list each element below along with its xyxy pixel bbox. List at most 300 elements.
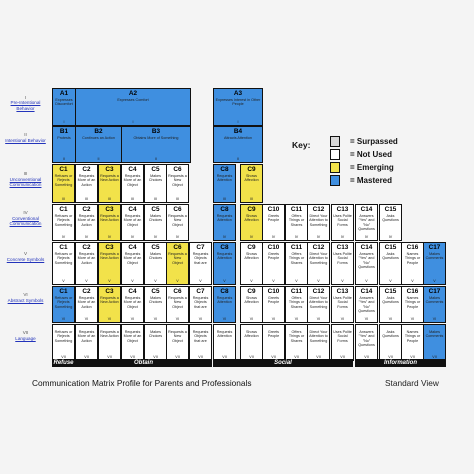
cell-text: Requests More of an Object — [123, 330, 142, 343]
cell-text: Uses Polite Social Forms — [333, 214, 352, 227]
cell-id: C1 — [59, 288, 68, 295]
level-label — [2, 292, 49, 303]
cell-text: Requests More of an Action — [77, 252, 96, 265]
cell-id: C10 — [267, 244, 280, 251]
cell-level: IV — [61, 235, 66, 239]
matrix-cell — [307, 324, 330, 361]
cell-text: Continues an Action — [82, 136, 115, 140]
cell-id: C12 — [312, 206, 325, 213]
level-name-link[interactable]: Unconventional Communication — [9, 176, 42, 188]
matrix-cell — [144, 286, 167, 323]
cell-text: Makes Choices — [148, 330, 163, 339]
cell-text: Requests a New Action — [100, 214, 119, 223]
cell-text: Shows Affection — [244, 214, 259, 223]
matrix-cell — [285, 204, 308, 241]
cell-id: C11 — [290, 206, 303, 213]
matrix-cell — [52, 286, 75, 323]
cell-level: V — [365, 279, 368, 283]
cell-level: VI — [340, 317, 345, 321]
level-name-link[interactable]: Abstract Symbols — [7, 297, 44, 303]
matrix-cell — [262, 324, 285, 361]
level-number: VII — [22, 330, 29, 335]
matrix-cell — [213, 126, 263, 163]
cell-level: VI — [410, 317, 415, 321]
cell-text: Makes Comments — [425, 252, 444, 261]
cell-id: C2 — [82, 206, 91, 213]
cell-text: Direct Your Attention to Something — [309, 252, 328, 265]
reason-band: Information — [355, 359, 446, 367]
cell-level: V — [341, 279, 344, 283]
matrix-cell — [285, 242, 308, 285]
cell-id: C13 — [336, 244, 349, 251]
matrix-cell — [166, 286, 189, 323]
cell-level: VII — [316, 355, 321, 359]
cell-level: II — [97, 157, 100, 161]
cell-level: I — [132, 120, 134, 124]
matrix-cell — [144, 324, 167, 361]
matrix-cell — [240, 324, 263, 361]
cell-id: C6 — [173, 244, 182, 251]
level-label — [2, 251, 49, 262]
matrix-cell — [423, 242, 446, 285]
matrix-cell — [307, 242, 330, 285]
cell-text: Makes Choices — [148, 214, 163, 223]
cell-id: C4 — [128, 206, 137, 213]
cell-text: Requests Objects that are — [192, 296, 209, 309]
cell-id: C3 — [105, 166, 114, 173]
cell-text: Shows Affection — [244, 174, 259, 183]
level-number: VI — [23, 292, 28, 297]
matrix-cell — [379, 286, 402, 323]
matrix-cell — [52, 126, 76, 163]
cell-text: Makes Comments — [425, 330, 444, 339]
legend-label: = Not Used — [350, 150, 393, 159]
matrix-cell — [166, 324, 189, 361]
cell-text: Uses Polite Social Forms — [333, 330, 352, 343]
cell-id: B3 — [151, 128, 161, 135]
cell-level: III — [108, 197, 111, 201]
cell-text: Expresses Discomfort — [55, 98, 73, 107]
cell-level: IV — [84, 235, 89, 239]
matrix-cell — [262, 242, 285, 285]
cell-id: C8 — [220, 206, 229, 213]
matrix-cell — [144, 164, 167, 203]
legend-swatch — [330, 175, 340, 186]
cell-text: Shows Affection — [244, 252, 259, 261]
matrix-cell — [213, 324, 236, 361]
cell-level: IV — [388, 235, 393, 239]
cell-text: Requests Attention — [216, 330, 233, 339]
cell-text: Asks Questions — [382, 214, 399, 223]
cell-level: VII — [130, 355, 135, 359]
cell-id: C3 — [105, 244, 114, 251]
matrix-cell — [355, 324, 378, 361]
matrix-cell — [262, 286, 285, 323]
matrix-cell — [52, 164, 75, 203]
matrix-cell — [355, 242, 378, 285]
matrix-cell — [75, 126, 122, 163]
cell-text: Makes Comments — [425, 296, 444, 305]
cell-level: II — [63, 157, 65, 161]
matrix-cell — [379, 324, 402, 361]
level-label — [2, 210, 49, 227]
matrix-cell — [166, 242, 189, 285]
matrix-cell — [121, 324, 144, 361]
cell-text: Requests Attention — [216, 296, 233, 305]
chart-title: Communication Matrix Profile for Parents and Professionals — [32, 378, 252, 388]
cell-level: III — [154, 197, 157, 201]
matrix-cell — [166, 164, 189, 203]
level-label — [2, 132, 49, 143]
cell-text: Requests More of an Object — [123, 214, 142, 227]
cell-id: C10 — [267, 206, 280, 213]
cell-id: B1 — [59, 128, 69, 135]
cell-level: VII — [153, 355, 158, 359]
matrix-cell — [121, 126, 191, 163]
cell-text: Offers Things or Shares — [288, 296, 305, 309]
cell-text: Refuses or Rejects Something — [54, 330, 73, 343]
cell-level: I — [237, 120, 239, 124]
cell-id: C9 — [247, 244, 256, 251]
cell-level: VII — [222, 355, 227, 359]
cell-level: VI — [198, 317, 203, 321]
matrix-cell — [331, 204, 354, 241]
cell-level: III — [250, 197, 253, 201]
cell-id: A2 — [128, 90, 138, 97]
cell-id: A1 — [59, 90, 69, 97]
level-label — [2, 95, 49, 112]
legend-item — [330, 149, 420, 161]
matrix-cell — [379, 204, 402, 241]
level-number: IV — [23, 210, 28, 215]
cell-text: Requests Attention — [216, 174, 233, 183]
reason-band: Social — [213, 359, 353, 367]
matrix-cell — [189, 324, 212, 361]
matrix-cell — [144, 204, 167, 241]
cell-level: IV — [316, 235, 321, 239]
cell-text: Requests a New Object — [168, 296, 187, 309]
cell-level: VI — [388, 317, 393, 321]
cell-text: Asks Questions — [382, 330, 399, 339]
matrix-cell — [75, 286, 98, 323]
legend-title: Key: — [292, 140, 311, 150]
cell-id: C6 — [173, 206, 182, 213]
cell-text: Direct Your Attention to Something — [309, 330, 328, 343]
level-label — [2, 330, 49, 341]
cell-text: Names Things or People — [404, 252, 421, 265]
matrix-cell — [379, 242, 402, 285]
matrix-cell — [52, 242, 75, 285]
cell-id: B2 — [94, 128, 103, 135]
cell-text: Requests a New Action — [100, 252, 119, 261]
cell-id: C6 — [173, 288, 182, 295]
cell-text: Requests Attention — [216, 252, 233, 261]
level-name-link[interactable]: Language — [15, 335, 36, 341]
cell-text: Answers "Yes" and "No" Questions — [358, 252, 375, 269]
cell-text: Attracts Attention — [224, 136, 252, 140]
legend-item — [330, 136, 420, 148]
cell-level: V — [62, 279, 65, 283]
matrix-cell — [401, 286, 424, 323]
cell-text: Makes Choices — [148, 252, 163, 261]
legend-swatch — [330, 162, 340, 173]
cell-id: C12 — [312, 288, 325, 295]
matrix-cell — [75, 242, 98, 285]
cell-id: C3 — [105, 206, 114, 213]
cell-id: C17 — [428, 244, 441, 251]
cell-level: IV — [271, 235, 276, 239]
cell-id: C1 — [59, 206, 68, 213]
cell-text: Greets People — [267, 252, 280, 261]
matrix-cell — [262, 204, 285, 241]
cell-level: VII — [294, 355, 299, 359]
matrix-cell — [121, 286, 144, 323]
cell-id: C9 — [247, 206, 256, 213]
cell-level: VI — [222, 317, 227, 321]
matrix-cell — [98, 164, 121, 203]
cell-level: II — [237, 157, 239, 161]
cell-text: Expresses Interest in Other People — [215, 98, 261, 107]
level-name-link[interactable]: Concrete Symbols — [6, 256, 45, 262]
cell-text: Refuses or Rejects Something — [54, 296, 73, 309]
matrix-cell — [240, 204, 263, 241]
matrix-cell — [144, 242, 167, 285]
cell-level: VI — [364, 317, 369, 321]
matrix-cell — [98, 286, 121, 323]
matrix-cell — [240, 286, 263, 323]
cell-text: Protests — [57, 136, 71, 140]
matrix-cell — [75, 164, 98, 203]
cell-text: Requests a New Action — [100, 330, 119, 339]
cell-level: V — [389, 279, 392, 283]
cell-text: Requests More of an Action — [77, 296, 96, 309]
cell-level: VI — [175, 317, 180, 321]
matrix-cell — [331, 324, 354, 361]
cell-id: C9 — [247, 166, 256, 173]
cell-text: Answers "Yes" and "No" Questions — [358, 214, 375, 231]
matrix-cell — [52, 204, 75, 241]
cell-id: C14 — [360, 288, 373, 295]
matrix-cell — [52, 324, 75, 361]
cell-level: V — [131, 279, 134, 283]
matrix-cell — [307, 204, 330, 241]
cell-level: VI — [130, 317, 135, 321]
cell-level: VI — [61, 317, 66, 321]
cell-level: VI — [316, 317, 321, 321]
cell-level: V — [108, 279, 111, 283]
cell-id: C16 — [406, 288, 419, 295]
cell-level: VI — [107, 317, 112, 321]
matrix-cell — [401, 242, 424, 285]
cell-text: Offers Things or Shares — [288, 252, 305, 265]
cell-text: Expresses Comfort — [117, 98, 149, 102]
cell-level: VII — [175, 355, 180, 359]
cell-level: IV — [130, 235, 135, 239]
level-number: V — [23, 251, 28, 256]
matrix-cell — [285, 286, 308, 323]
cell-text: Requests a New Object — [168, 330, 187, 343]
cell-id: C13 — [336, 288, 349, 295]
cell-level: IV — [222, 235, 227, 239]
level-name-link[interactable]: Intentional Behavior — [5, 137, 46, 143]
cell-level: VII — [84, 355, 89, 359]
cell-id: C8 — [220, 244, 229, 251]
matrix-cell — [75, 324, 98, 361]
level-number: III — [23, 171, 28, 176]
cell-id: C16 — [406, 244, 419, 251]
matrix-cell — [240, 242, 263, 285]
cell-level: IV — [249, 235, 254, 239]
reason-band: Obtain — [75, 359, 212, 367]
cell-level: V — [223, 279, 226, 283]
matrix-cell — [423, 286, 446, 323]
cell-id: C17 — [428, 288, 441, 295]
cell-level: V — [411, 279, 414, 283]
cell-id: C7 — [196, 288, 205, 295]
legend-label: = Surpassed — [350, 137, 398, 146]
legend-swatch — [330, 149, 340, 160]
cell-level: VI — [249, 317, 254, 321]
cell-level: IV — [364, 235, 369, 239]
cell-level: VII — [410, 355, 415, 359]
cell-text: Asks Questions — [382, 296, 399, 305]
cell-id: C4 — [128, 166, 137, 173]
cell-id: C2 — [82, 288, 91, 295]
cell-text: Uses Polite Social Forms — [333, 296, 352, 309]
cell-level: VI — [84, 317, 89, 321]
matrix-cell — [213, 164, 236, 203]
cell-level: VII — [107, 355, 112, 359]
cell-id: C1 — [59, 244, 68, 251]
cell-level: V — [317, 279, 320, 283]
reason-band: Refuse — [53, 360, 74, 366]
cell-level: III — [223, 197, 226, 201]
matrix-cell — [285, 324, 308, 361]
cell-level: II — [155, 157, 157, 161]
cell-level: VI — [432, 317, 437, 321]
cell-text: Makes Choices — [148, 174, 163, 183]
matrix-cell — [213, 88, 263, 126]
cell-id: C14 — [360, 206, 373, 213]
matrix-cell — [213, 204, 236, 241]
matrix-cell — [98, 324, 121, 361]
matrix-cell — [331, 286, 354, 323]
cell-level: VI — [271, 317, 276, 321]
matrix-cell — [331, 242, 354, 285]
cell-text: Requests More of an Object — [123, 252, 142, 265]
cell-id: C11 — [290, 288, 303, 295]
cell-text: Names Things or People — [404, 296, 421, 309]
cell-text: Answers "Yes" and "No" Questions — [358, 296, 375, 313]
cell-id: C3 — [105, 288, 114, 295]
legend-swatch — [330, 136, 340, 147]
cell-text: Shows Affection — [244, 296, 259, 305]
cell-id: B4 — [233, 128, 243, 135]
cell-text: Obtains More of Something — [133, 136, 179, 140]
cell-level: IV — [153, 235, 158, 239]
matrix-cell — [240, 164, 263, 203]
cell-text: Requests More of an Object — [123, 174, 142, 187]
cell-id: C8 — [220, 166, 229, 173]
cell-id: A3 — [233, 90, 243, 97]
level-number: II — [24, 132, 27, 137]
cell-text: Offers Things or Shares — [288, 214, 305, 227]
cell-level: III — [62, 197, 65, 201]
cell-text: Makes Choices — [148, 296, 163, 305]
cell-text: Answers "Yes" and "No" Questions — [358, 330, 375, 347]
cell-id: C2 — [82, 244, 91, 251]
cell-text: Requests a New Action — [100, 296, 119, 305]
cell-id: C15 — [384, 244, 397, 251]
matrix-cell — [213, 286, 236, 323]
cell-text: Requests a New Object — [168, 214, 187, 227]
cell-level: VI — [153, 317, 158, 321]
cell-id: C5 — [151, 288, 160, 295]
cell-text: Greets People — [267, 330, 280, 339]
view-label: Standard View — [385, 378, 439, 388]
cell-id: C2 — [82, 166, 91, 173]
cell-id: C14 — [360, 244, 373, 251]
cell-text: Requests More of an Action — [77, 330, 96, 343]
level-name-link[interactable]: Conventional Communication — [9, 215, 42, 227]
cell-text: Direct Your Attention to Something — [309, 214, 328, 227]
cell-text: Requests More of an Action — [77, 214, 96, 227]
matrix-cell — [166, 204, 189, 241]
matrix-cell — [355, 204, 378, 241]
matrix-cell — [189, 242, 212, 285]
cell-id: C15 — [384, 288, 397, 295]
cell-id: C4 — [128, 288, 137, 295]
level-name-link[interactable]: Pre-Intentional Behavior — [10, 100, 41, 111]
cell-level: VII — [388, 355, 393, 359]
cell-level: VII — [340, 355, 345, 359]
cell-level: IV — [107, 235, 112, 239]
matrix-cell — [98, 204, 121, 241]
cell-level: V — [176, 279, 179, 283]
cell-text: Refuses or Rejects Something — [54, 252, 73, 265]
cell-id: C7 — [196, 244, 205, 251]
matrix-cell — [75, 88, 191, 126]
cell-text: Requests a New Action — [100, 174, 119, 183]
cell-level: VII — [249, 355, 254, 359]
cell-text: Greets People — [267, 296, 280, 305]
cell-level: VII — [61, 355, 66, 359]
cell-level: VII — [432, 355, 437, 359]
legend-label: = Mastered — [350, 176, 393, 185]
cell-level: III — [176, 197, 179, 201]
matrix-cell — [121, 164, 144, 203]
legend-label: = Emerging — [350, 163, 394, 172]
cell-text: Refuses or Rejects Something — [54, 174, 73, 187]
legend-item — [330, 162, 420, 174]
cell-level: IV — [340, 235, 345, 239]
cell-level: V — [154, 279, 157, 283]
cell-text: Requests a New Object — [168, 252, 187, 265]
cell-id: C5 — [151, 244, 160, 251]
cell-text: Uses Polite Social Forms — [333, 252, 352, 265]
cell-text: Requests Objects that are — [192, 330, 209, 343]
cell-level: V — [295, 279, 298, 283]
cell-id: C8 — [220, 288, 229, 295]
matrix-cell — [98, 242, 121, 285]
level-label — [2, 171, 49, 188]
cell-level: III — [85, 197, 88, 201]
cell-level: IV — [294, 235, 299, 239]
cell-level: IV — [175, 235, 180, 239]
cell-id: C12 — [312, 244, 325, 251]
matrix-cell — [307, 286, 330, 323]
cell-text: Offers Things or Shares — [288, 330, 305, 343]
